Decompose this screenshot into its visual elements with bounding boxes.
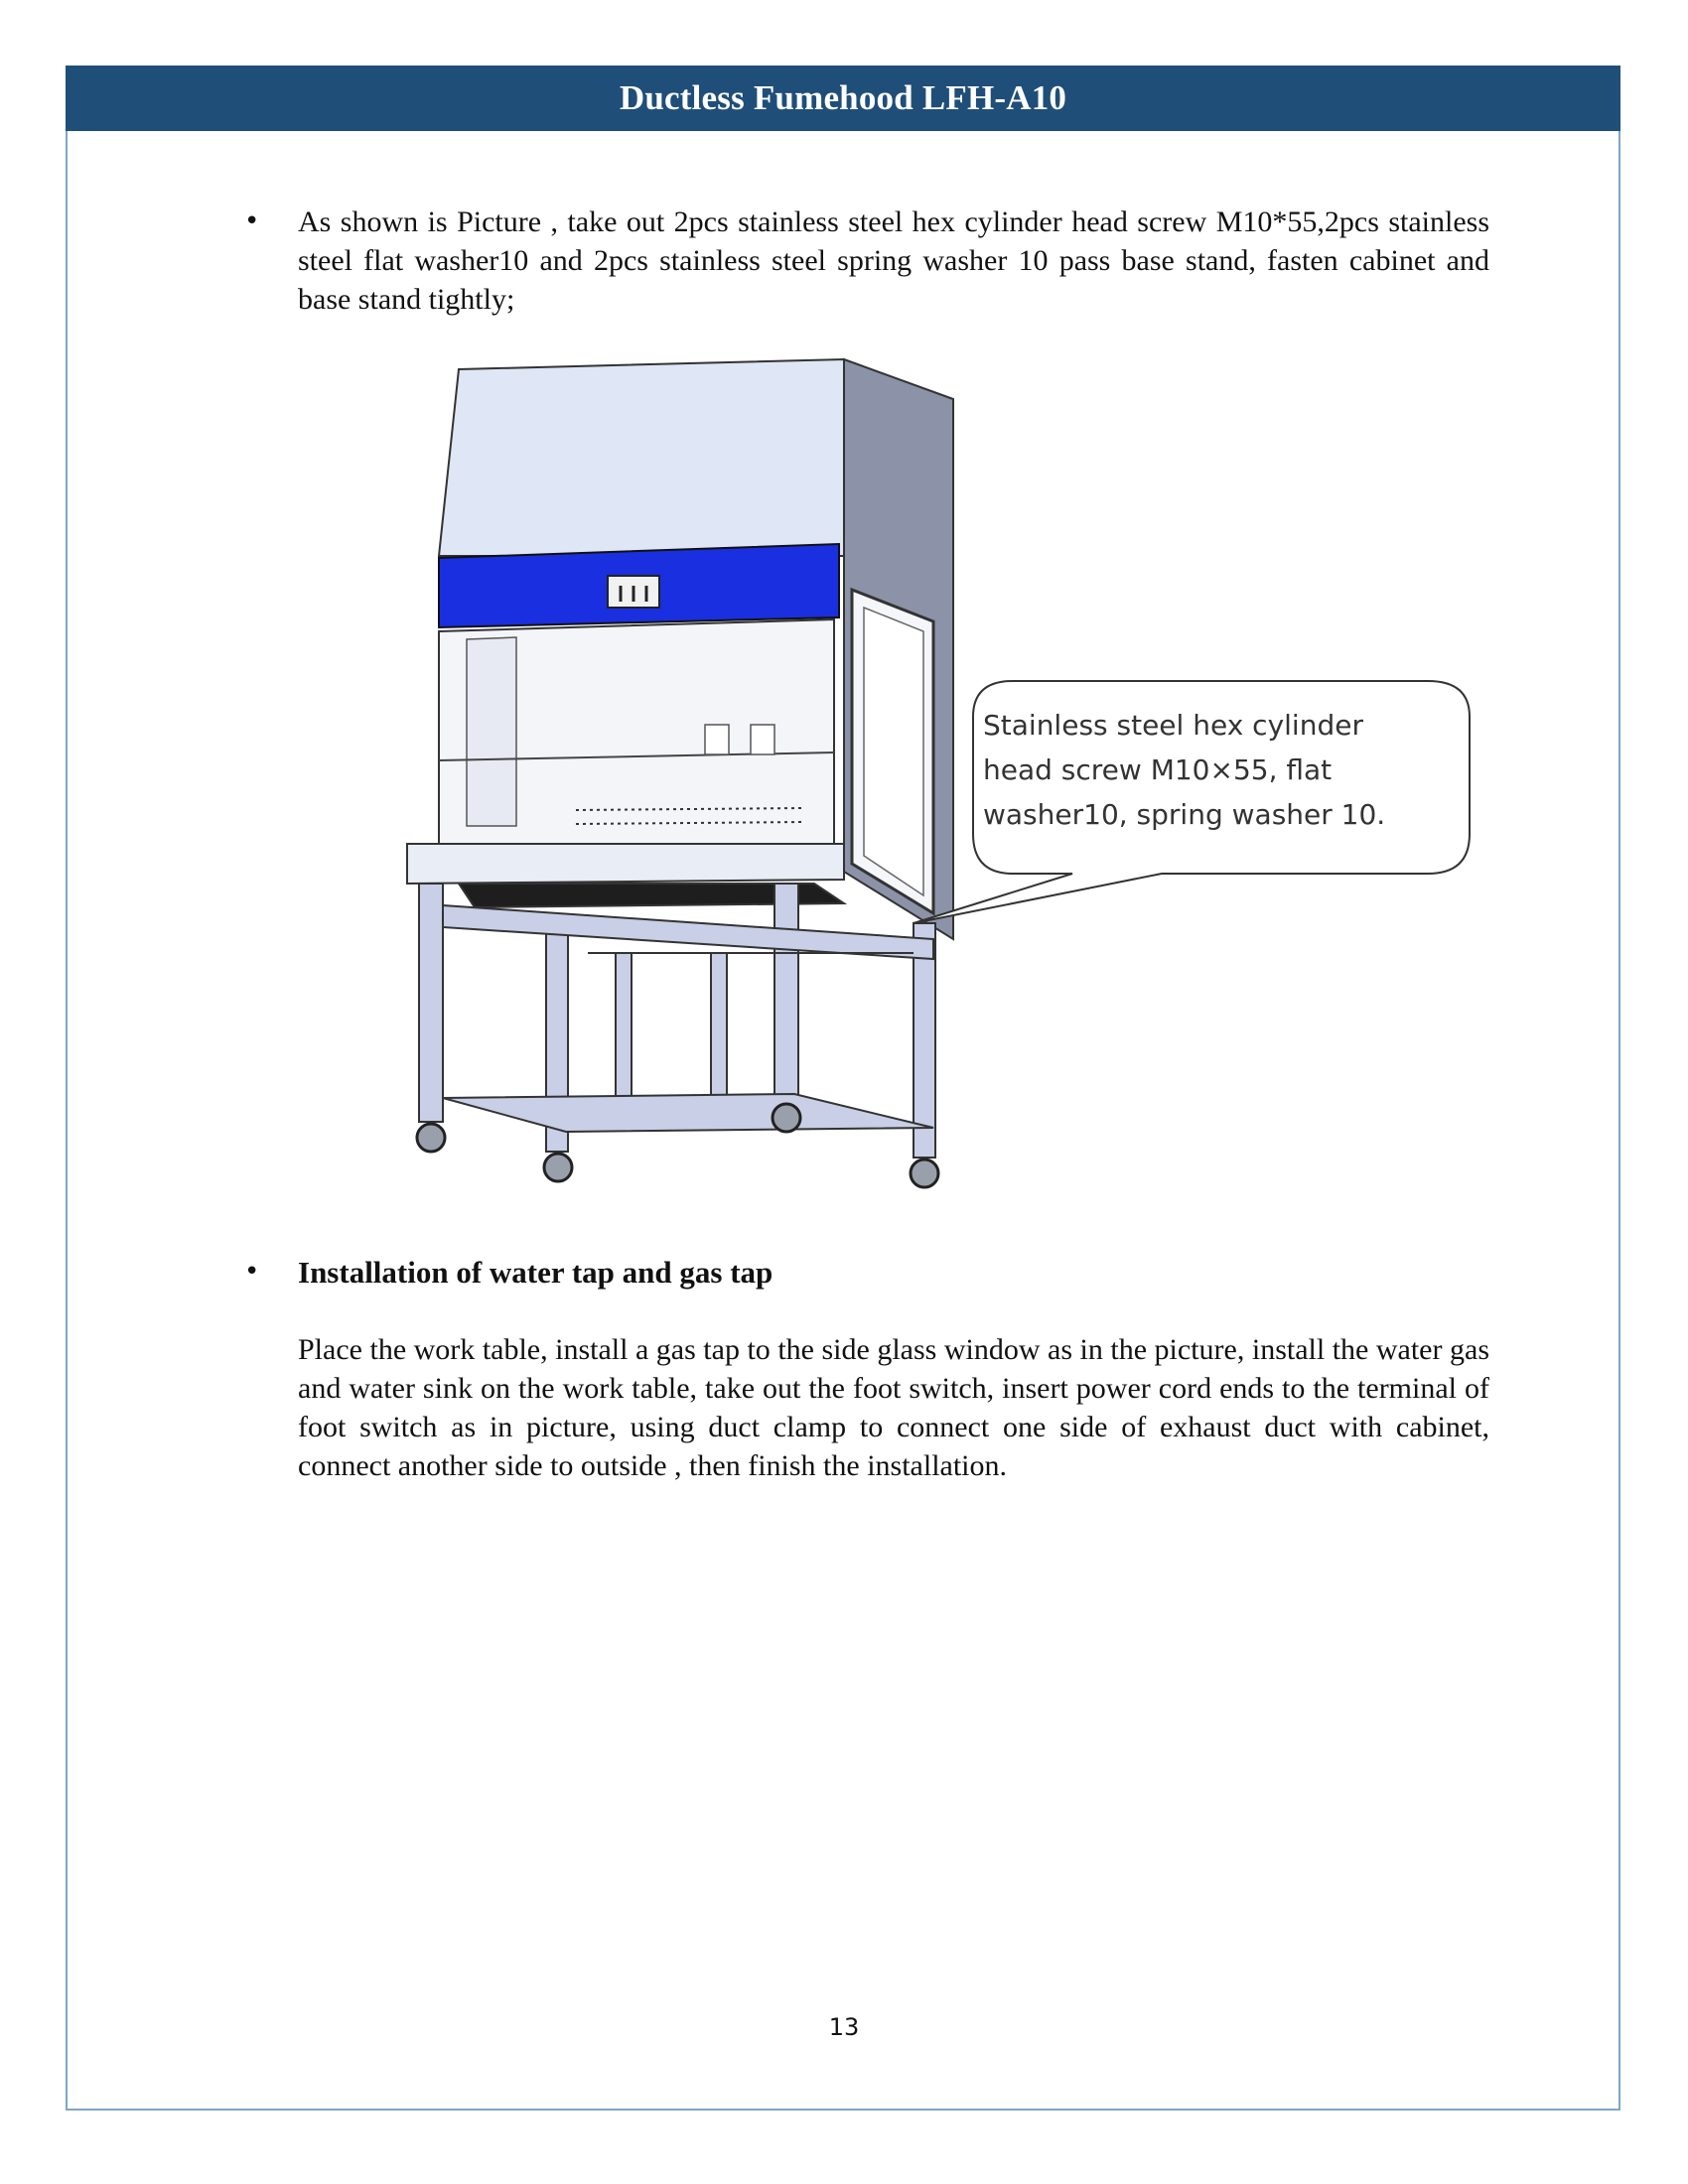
- section-heading: Installation of water tap and gas tap: [298, 1255, 774, 1290]
- page-header: [66, 66, 1620, 131]
- callout-line: washer10, spring washer 10.: [983, 798, 1386, 831]
- instruction-paragraph-1: As shown is Picture , take out 2pcs stainless steel hex cylinder head screw M10*55,2pcs stainless steel flat washer10 and 2pcs stainless steel spring washer 10 pass base stand, fasten cabinet and base stand tightly;: [298, 205, 1489, 316]
- callout-text: [983, 703, 1460, 837]
- bullet-2: •: [244, 1257, 260, 1287]
- page-number: 13: [828, 2013, 860, 2041]
- bullet-1: •: [244, 206, 260, 236]
- callout-line: Stainless steel hex cylinder: [983, 709, 1363, 742]
- instruction-paragraph-2: Place the work table, install a gas tap to the side glass window as in the picture, install the water gas and water sink on the work table, take out the foot switch, insert power cord ends to the terminal of foot switch as in picture, using duct clamp to connect one side of exhaust duct with cabinet, connect another side to outside , then finish the installation.: [298, 1333, 1489, 1482]
- callout-line: head screw M10×55, flat: [983, 753, 1333, 786]
- document-title: Ductless Fumehood LFH-A10: [619, 78, 1067, 117]
